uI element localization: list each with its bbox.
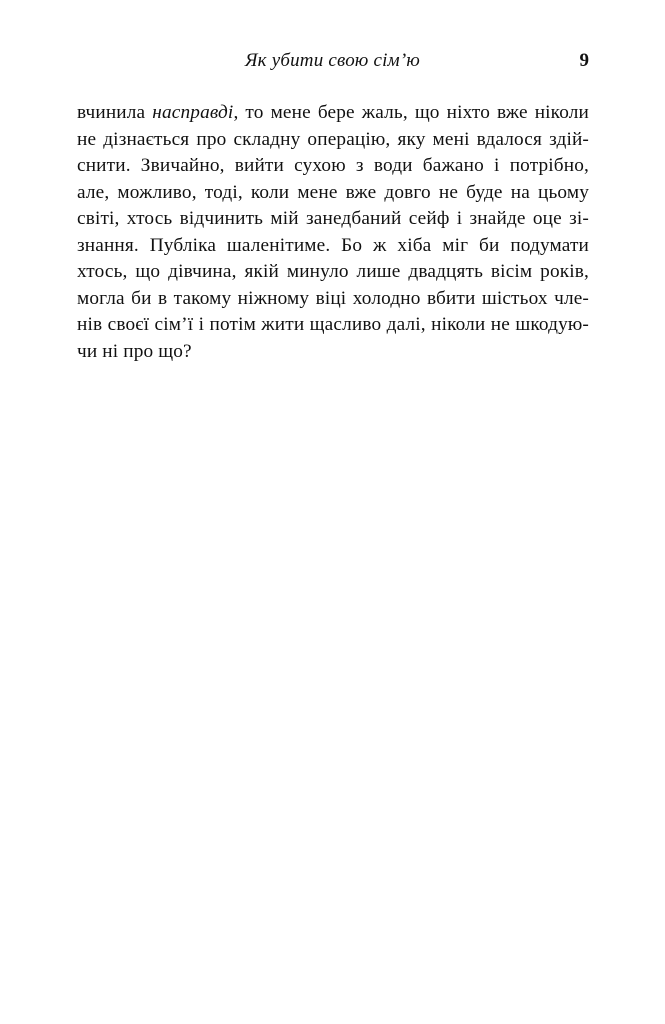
page-number: 9: [579, 50, 589, 71]
text-segment: , то мене бере жаль, що ніхто вже ніколи: [233, 102, 589, 123]
text-line: [77, 100, 589, 127]
text-line: світі, хтось відчинить мій занедбаний сейф і знайде оце зі-: [77, 208, 589, 229]
text-line: знання. Публіка шаленітиме. Бо ж хіба міг би подумати: [77, 234, 589, 256]
text-line: але, можливо, тоді, коли мене вже довго не буде на цьому: [77, 181, 589, 203]
text-line: не дізнається про складну операцію, яку мені вдалося здій-: [77, 128, 589, 150]
text-line: снити. Звичайно, вийти сухою з води бажано і потрібно,: [77, 155, 589, 176]
text-line: хтось, що дівчина, якій минуло лише двадцять вісім років,: [77, 261, 589, 282]
emphasized-word: насправді: [152, 102, 234, 123]
text-line: чи ні про що?: [77, 340, 192, 362]
running-title: Як убити свою сім’ю: [244, 50, 421, 71]
text-line: нів своєї сім’ї і потім жити щасливо далі, ніколи не шкодую-: [77, 314, 589, 335]
body-text: [77, 100, 589, 365]
text-segment: вчинила: [77, 102, 153, 123]
running-head: [0, 48, 665, 74]
text-line: могла би в такому ніжному віці холодно вбити шістьох чле-: [77, 287, 589, 309]
